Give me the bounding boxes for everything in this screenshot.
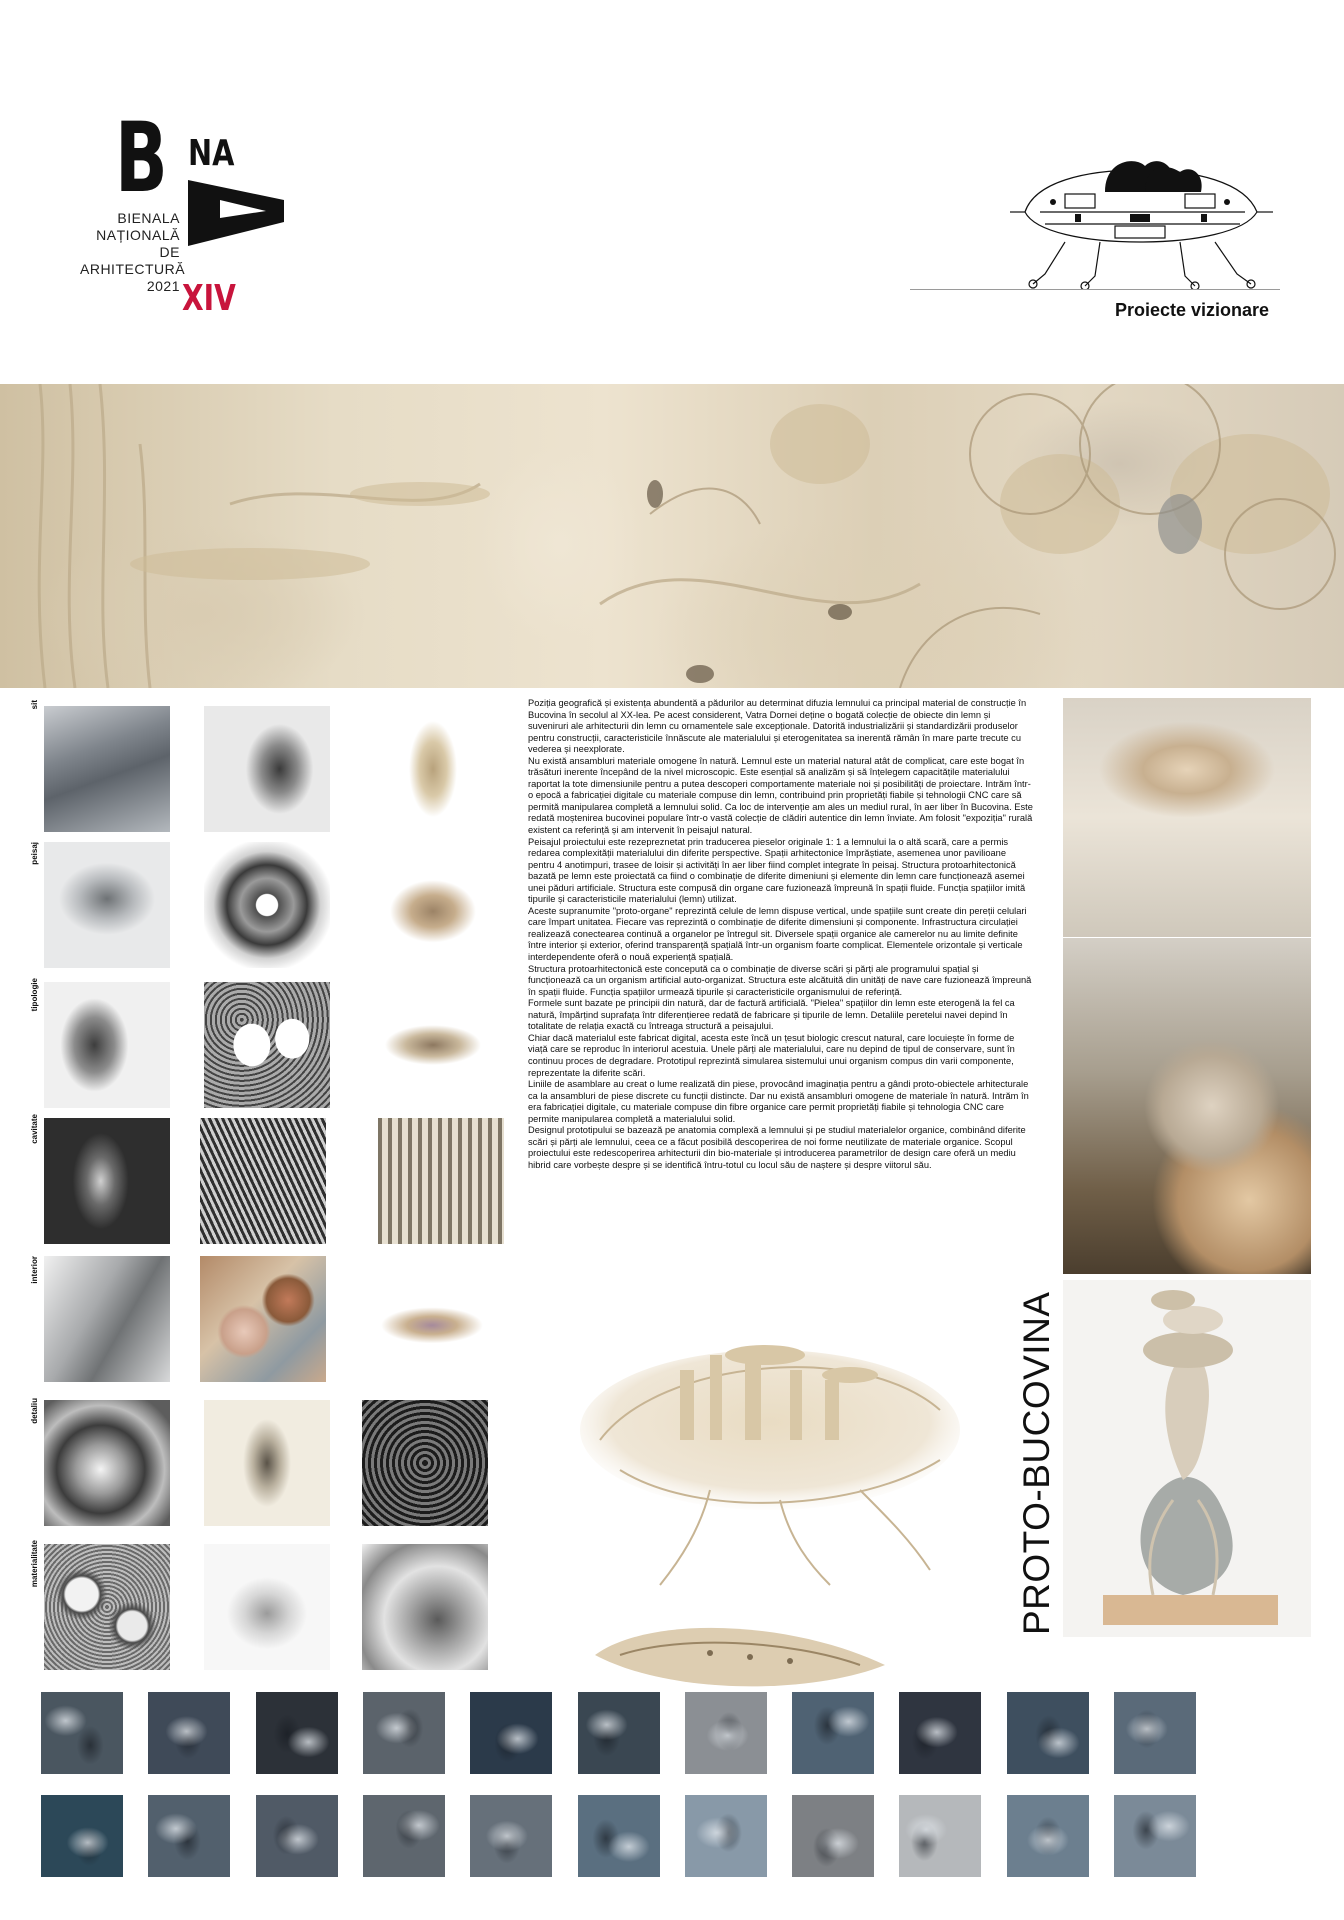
logo-edition: XIV — [182, 278, 236, 319]
banner-organic-forms — [0, 384, 1344, 688]
material-sample-tile — [256, 1795, 338, 1877]
logo-line: NAȚIONALĂ — [96, 227, 180, 243]
image-material-closeup — [362, 1544, 488, 1670]
visionary-machine-illustration — [1005, 152, 1275, 290]
row-label-materialitate: materialitate — [30, 1540, 39, 1588]
image-landscape-model — [44, 842, 170, 968]
photo-model-components — [1063, 938, 1311, 1274]
material-sample-tile — [792, 1692, 874, 1774]
image-landscape-form — [370, 842, 496, 968]
image-cavity-render — [44, 1118, 170, 1244]
photo-prototype-sculpture — [1063, 1280, 1311, 1637]
material-sample-tile — [41, 1692, 123, 1774]
material-sample-tile — [256, 1692, 338, 1774]
image-landscape-ring — [204, 842, 330, 968]
row-label-detaliu: detaliu — [30, 1398, 39, 1424]
image-material-texture — [44, 1544, 170, 1670]
material-sample-tile — [1114, 1795, 1196, 1877]
image-cavity-drawing — [200, 1118, 326, 1244]
description-paragraph: Aceste supranumite "proto-organe" reprezintă celule de lemn dispuse vertical, unde spațiile sunt create din pereții celulari care împart unitatea. Fiecare vas reprezintă o combinație de diferite dimensiuni și componente. Infrastructura circulației realizează conectearea continuă a organelor pe întregul sit. Diversele spații organice ale camerelor nu au limite definite între interior și exterior, oferind transparență spațială într-un organism foarte complicat. Elementele orizontale și verticale interdependente oferă o nouă experiență spațială. — [528, 905, 1027, 963]
image-typology-section — [44, 982, 170, 1108]
image-detail-render — [44, 1400, 170, 1526]
material-sample-tile — [41, 1795, 123, 1877]
category-label: Proiecte vizionare — [1115, 300, 1270, 320]
image-detail-pattern — [362, 1400, 488, 1526]
image-interior-model — [352, 1256, 512, 1382]
material-sample-tile — [899, 1692, 981, 1774]
image-site-sketch — [204, 706, 330, 832]
row-label-peisaj: peisaj — [30, 842, 39, 865]
description-paragraph: Formele sunt bazate pe principii din natură, dar de factură artificială. "Pielea" spațiilor din lemn este eterogenă la fel ca natură, împărțind suprafața într diferențieree redată de fabricare și tipurile de lemn. Detaliile peretelui navei depind în totalitate de relația exactă cu întreaga structură a peisajului. — [528, 998, 1015, 1032]
header-rule — [910, 289, 1280, 290]
image-site-model — [370, 706, 496, 832]
logo-line: DE — [159, 244, 180, 260]
image-detail-model — [204, 1400, 330, 1526]
image-interior-colour — [200, 1256, 326, 1382]
material-sample-tile — [1114, 1692, 1196, 1774]
material-sample-tile — [470, 1692, 552, 1774]
material-sample-tile — [1007, 1795, 1089, 1877]
logo-line: 2021 — [146, 278, 180, 294]
material-sample-tile — [685, 1795, 767, 1877]
project-title: PROTO-BUCOVINA — [1016, 1291, 1057, 1635]
material-sample-tile — [685, 1692, 767, 1774]
prototype-sculpture-drawing — [1063, 1280, 1311, 1637]
description-paragraph: Peisajul proiectului este rezepreznetat prin traducerea pieselor originale 1: 1 a lemnului la o altă scară, care a permis redarea complexității materialului din diferite perspective. Spații arhitectonice împrăștiate, asemenea unor pavilioane pentru 4 anotimpuri, trasee de loisir și activități în aer liber fiind complet integrate în peisaj. Structura protoarhitectonică bazată pe lemn este proiectată ca fiind o combinație de diferite dimeniuni și elemente din lemn care funcționează asemei unei păduri artificiale. Structura este compusă din organe care fuzionează împreună în spații fluide. Funcția spațiilor imită tipurile și caracteristicile materialului (lemn) utilizat. — [528, 836, 1026, 905]
logo-letters-na: NA — [188, 133, 235, 174]
logo-triangle-mark — [180, 178, 290, 248]
description-paragraph: Chiar dacă materialul este fabricat digital, acesta este încă un țesut biologic crescut natural, care locuiește în forme de viață care se reproduc în interiorul acestuia. Unele părți ale materialului, care nu depind de tipul de conservare, sunt în continuu proces de degradare. Prototipul reprezintă simularea sistemului unui organism compus din varii componente, reprezentate la diferite scări. — [528, 1032, 1015, 1078]
image-site-aerial — [44, 706, 170, 832]
logo-line: BIENALA — [117, 210, 180, 226]
description-paragraph: Poziția geografică și existența abundentă a pădurilor au determinat difuzia lemnului ca principal material de construcție în Bucovina în secolul al XX-lea. Pe acest considerent, Vatra Dornei deține o bogată colecție de obiecte din lemn și suveniruri ale arhitecturii din lemn cu ornamentele sale excepționale. Datorită industrializării și standardizării produselor pentru construcții, caracteristicile înnăscute ale materialului și eterogenitatea sa inerentă rămân în mare parte trecute cu vederea și neexplorate. — [528, 698, 1027, 755]
logo-letter-b: B — [115, 102, 165, 214]
image-material-model — [204, 1544, 330, 1670]
material-sample-tile — [363, 1692, 445, 1774]
banner-render — [0, 384, 1344, 688]
row-label-sit: sit — [30, 700, 39, 710]
image-typology-cells — [204, 982, 330, 1108]
description-paragraph: Structura protoarhitectonică este concepută ca o combinație de diverse scări și părți ale programului spațial și funcționează ca un organism artificial auto-organizat. Structura este alcătuită din unități de nave care fuzionează împreună în spații fluide. Funcția spațiilor urmează tipurile și caracteristicile organismului de referință. — [528, 963, 1032, 997]
row-label-tipologie: tipologie — [30, 978, 39, 1012]
material-sample-tile — [792, 1795, 874, 1877]
image-typology-model — [370, 982, 496, 1108]
material-sample-tile — [363, 1795, 445, 1877]
material-sample-tile — [899, 1795, 981, 1877]
row-label-cavitate: cavitate — [30, 1114, 39, 1144]
image-cavity-interior — [378, 1118, 504, 1244]
project-description — [528, 698, 1033, 1171]
description-paragraph: Liniile de asamblare au creat o lume realizată din piese, provocând imaginația pentru a gândi proto-obiectele arhitecturale ca la ansambluri de piese discrete cu funcții distincte. Dar nu există ansambluri omogene de materiale în natură. Intrăm în era fabricației digitale, cu materiale compuse din fibre organice care permit proprietăți fiabile și tehnologia CNC care permite manipularea completă a materialului solid. — [528, 1079, 1029, 1124]
prototype-model-overview — [560, 1300, 970, 1590]
description-paragraph: Designul prototipului se bazează pe anatomia complexă a lemnului și pe studiul materialelor organice, combinând diferite scări și părți ale lemnului, ceea ce a făcut posibilă descoperirea de noi forme neutilizate de materiale organice. Scopul proiectului este redescoperirea arhitecturii din bio-materiale și introducerea parametrilor de design care oferă un mediu hibrid care vorbește despre și se identifică întru-totul cu locul său de naștere și despre viitorul său. — [528, 1125, 1026, 1170]
material-sample-tile — [148, 1692, 230, 1774]
material-sample-tile — [470, 1795, 552, 1877]
photo-model-detail — [1063, 698, 1311, 937]
logo-wordmark — [80, 210, 186, 295]
material-sample-tile — [1007, 1692, 1089, 1774]
material-sample-tile — [148, 1795, 230, 1877]
row-label-interior: interior — [30, 1256, 39, 1284]
logo-line: ARHITECTURĂ — [80, 261, 186, 277]
material-sample-tile — [578, 1795, 660, 1877]
image-interior-render — [44, 1256, 170, 1382]
material-sample-tile — [578, 1692, 660, 1774]
description-paragraph: Nu există ansambluri materiale omogene în natură. Lemnul este un material natural atât de complicat, care este bogat în trăsături inerente începând de la nivel microscopic. Este esențial să analizăm și să înțelegem capacitățile materialului raportat la tote dimensiunile pentru a putea descoperi comportamente materiale noi și posibilități de proiectare. Intrăm într-o epocă a fabricației digitale cu materiale compuse din lemn, contribuind prin proprietăți fiabile și tehnologii CNC care să permită manipularea completă a lemnului solid. Ca loc de intervenție am ales un mediul rural, în aer liber în Bucovina. Este redată moștenirea bucovinei populare într-o vastă colecție de clădiri autentice din lemn înviate. Am folosit "expoziția" rurală existent ca referință și am intervenit în peisajul natural. — [528, 755, 1033, 836]
